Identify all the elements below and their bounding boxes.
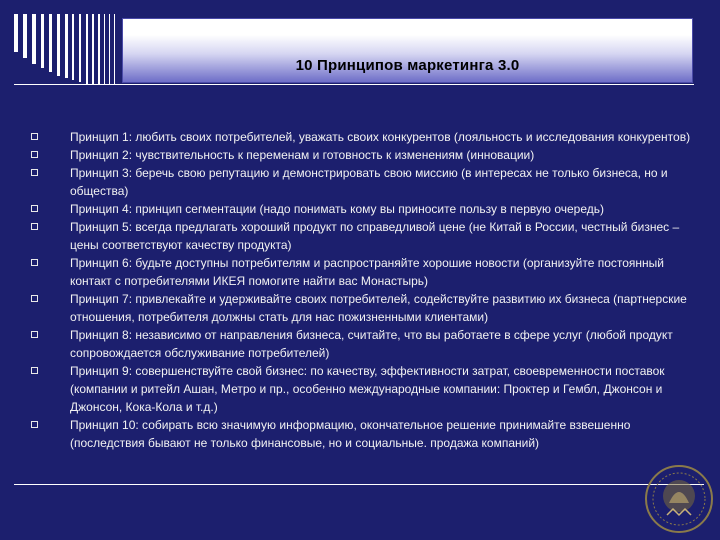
hollow-square-icon bbox=[31, 259, 38, 266]
decorative-bar bbox=[92, 14, 94, 84]
list-item bbox=[28, 326, 708, 362]
footer-divider bbox=[14, 484, 704, 485]
decorative-bar bbox=[86, 14, 88, 84]
decorative-bar bbox=[98, 14, 100, 84]
list-item bbox=[28, 416, 708, 452]
decorative-bar bbox=[104, 14, 105, 84]
list-item-text: Принцип 5: всегда предлагать хороший продукт по справедливой цене (не Китай в России, честный бизнес – цены соответствуют качеству продукта) bbox=[70, 220, 680, 252]
list-item-text: Принцип 9: совершенствуйте свой бизнес: по качеству, эффективности затрат, своевременности поставок (компании и ритейл Ашан, Метро и пр., особенно международные компании: Проктер и Гембл, Джонсон и Джонсон, Кока-Кола и т.д.) bbox=[70, 364, 665, 414]
list-item-text: Принцип 1: любить своих потребителей, уважать своих конкурентов (лояльность и исследования конкурентов) bbox=[70, 130, 691, 144]
hollow-square-icon bbox=[31, 133, 38, 140]
hollow-square-icon bbox=[31, 367, 38, 374]
university-seal-icon bbox=[643, 463, 715, 535]
decorative-bar bbox=[79, 14, 81, 82]
hollow-square-icon bbox=[31, 151, 38, 158]
decorative-bar bbox=[57, 14, 60, 76]
list-item-text: Принцип 10: собирать всю значимую информацию, окончательное решение принимайте взвешенно (последствия бывают не только финансовые, но и социальные. продажа компаний) bbox=[70, 418, 631, 450]
list-item-text: Принцип 4: принцип сегментации (надо понимать кому вы приносите пользу в первую очередь) bbox=[70, 202, 604, 216]
list-item bbox=[28, 362, 708, 416]
decorative-bar bbox=[14, 14, 18, 52]
decorative-bar bbox=[41, 14, 44, 68]
list-item bbox=[28, 290, 708, 326]
hollow-square-icon bbox=[31, 205, 38, 212]
list-item-text: Принцип 2: чувствительность к переменам и готовность к изменениям (инновации) bbox=[70, 148, 535, 162]
hollow-square-icon bbox=[31, 169, 38, 176]
list-item-text: Принцип 7: привлекайте и удерживайте своих потребителей, содействуйте развитию их бизнеса (партнерские отношения, потребителя должны стать для нас пожизненными клиентами) bbox=[70, 292, 687, 324]
decorative-bar bbox=[114, 14, 115, 84]
list-item bbox=[28, 146, 708, 164]
decorative-bar bbox=[109, 14, 110, 84]
list-item bbox=[28, 200, 708, 218]
list-item bbox=[28, 164, 708, 200]
list-item-text: Принцип 6: будьте доступны потребителям и распространяйте хорошие новости (организуйте постоянный контакт с потребителями ИКЕЯ помогите найти вас Монастырь) bbox=[70, 256, 665, 288]
decorative-bar bbox=[23, 14, 27, 58]
hollow-square-icon bbox=[31, 223, 38, 230]
title-divider bbox=[14, 84, 694, 85]
decorative-bar bbox=[65, 14, 68, 78]
decorative-bar bbox=[72, 14, 74, 80]
list-item bbox=[28, 128, 708, 146]
hollow-square-icon bbox=[31, 331, 38, 338]
slide-title: 10 Принципов маркетинга 3.0 bbox=[295, 57, 520, 74]
list-item-text: Принцип 8: независимо от направления бизнеса, считайте, что вы работаете в сфере услуг (любой продукт сопровождается обслуживание потребителей) bbox=[70, 328, 673, 360]
list-item-text: Принцип 3: беречь свою репутацию и демонстрировать свою миссию (в интересах не только бизнеса, но и общества) bbox=[70, 166, 668, 198]
decorative-bar bbox=[49, 14, 52, 72]
hollow-square-icon bbox=[31, 421, 38, 428]
list-item bbox=[28, 218, 708, 254]
hollow-square-icon bbox=[31, 295, 38, 302]
decorative-bars bbox=[14, 14, 124, 94]
list-item bbox=[28, 254, 708, 290]
principles-list bbox=[28, 128, 708, 452]
decorative-bar bbox=[32, 14, 36, 64]
title-banner bbox=[122, 18, 693, 83]
